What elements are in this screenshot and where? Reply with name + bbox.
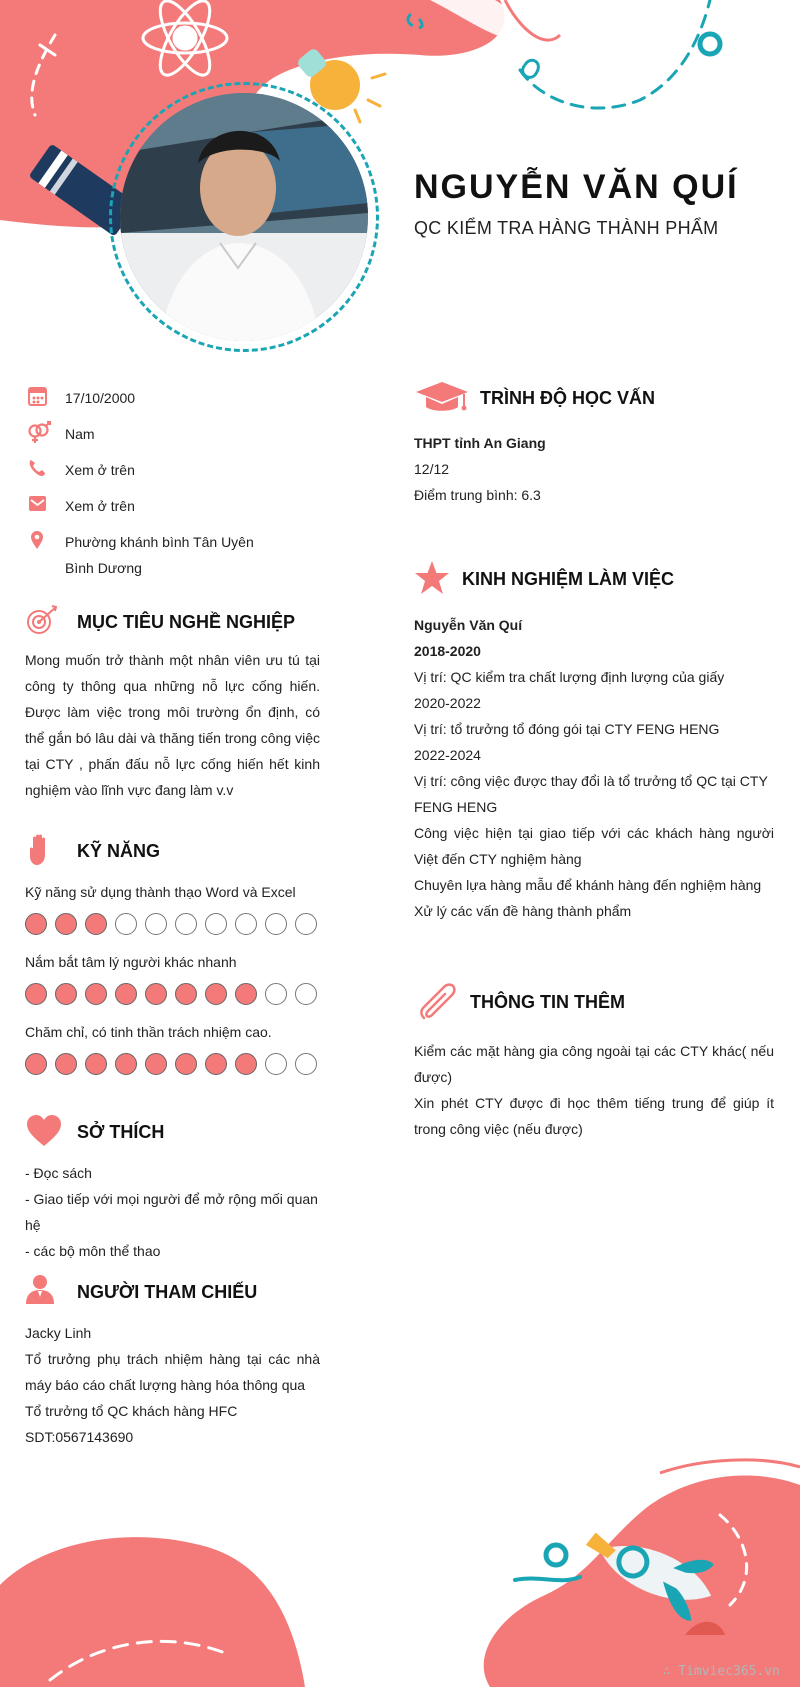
education-line: Điểm trung bình: 6.3	[414, 487, 541, 503]
experience-line: Vị trí: công việc được thay đổi là tổ trưởng tổ QC tại CTY FENG HENG	[414, 773, 768, 815]
skill-item	[25, 949, 320, 1005]
paperclip-icon	[414, 980, 466, 1024]
references-section	[25, 1272, 320, 1450]
education-section	[414, 378, 774, 508]
rating-dot	[205, 983, 227, 1005]
experience-section	[414, 558, 774, 924]
rating-dot	[55, 913, 77, 935]
extra-info-section	[414, 980, 774, 1142]
calendar-icon	[25, 385, 65, 409]
heart-icon	[25, 1112, 73, 1152]
rating-dot	[25, 1053, 47, 1075]
hand-icon	[25, 833, 73, 869]
experience-company: Nguyễn Văn Quí	[414, 617, 523, 633]
graduation-cap-icon	[414, 378, 474, 418]
gender-icon	[25, 421, 65, 445]
rating-dot	[55, 1053, 77, 1075]
contact-birthday	[25, 385, 325, 421]
location-pin-icon	[25, 529, 65, 553]
reference-line: Jacky Linh	[25, 1325, 92, 1341]
gender-text: Nam	[65, 426, 95, 442]
contact-phone	[25, 457, 325, 493]
rating-dot	[265, 913, 287, 935]
rating-dot	[175, 1053, 197, 1075]
experience-period: 2018-2020	[414, 643, 481, 659]
reference-line: Tổ trưởng tổ QC khách hàng HFC	[25, 1403, 238, 1419]
birthday-text: 17/10/2000	[65, 390, 136, 406]
experience-line: 2022-2024	[414, 747, 481, 763]
rating-dot	[25, 983, 47, 1005]
hobbies-section	[25, 1112, 320, 1264]
school-name: THPT tỉnh An Giang	[414, 435, 546, 451]
rating-dot	[145, 983, 167, 1005]
references-title: NGƯỜI THAM CHIẾU	[77, 1281, 258, 1302]
contact-list	[25, 385, 325, 581]
experience-line: Chuyên lựa hàng mẫu để khánh hàng đến nghiệm hàng	[414, 877, 762, 893]
skills-section	[25, 833, 320, 1075]
extra-info-line: Kiểm các mặt hàng gia công ngoài tại các CTY khác( nếu được)	[414, 1043, 774, 1085]
experience-line: Vị trí: tổ trưởng tổ đóng gói tại CTY FENG HENG	[414, 721, 720, 737]
skill-item	[25, 879, 320, 935]
skill-rating	[25, 913, 320, 935]
rating-dot	[145, 913, 167, 935]
skill-label: Chăm chỉ, có tinh thần trách nhiệm cao.	[25, 1024, 272, 1040]
rating-dot	[85, 913, 107, 935]
education-line: 12/12	[414, 461, 450, 477]
skill-rating	[25, 1053, 320, 1075]
job-title: QC KIỂM TRA HÀNG THÀNH PHẨM	[414, 218, 719, 238]
rating-dot	[115, 1053, 137, 1075]
avatar-frame	[109, 82, 379, 352]
avatar-photo	[120, 93, 368, 341]
reference-line: SDT:0567143690	[25, 1429, 134, 1445]
rating-dot	[295, 913, 317, 935]
rating-dot	[265, 983, 287, 1005]
contact-gender	[25, 421, 325, 457]
hobby-item: - các bộ môn thể thao	[25, 1243, 161, 1259]
rating-dot	[175, 913, 197, 935]
experience-line: Vị trí: QC kiểm tra chất lượng định lượng của giấy	[414, 669, 725, 685]
experience-title: KINH NGHIỆM LÀM VIỆC	[462, 568, 675, 589]
rating-dot	[85, 983, 107, 1005]
rating-dot	[295, 983, 317, 1005]
rating-dot	[205, 1053, 227, 1075]
phone-icon	[25, 457, 65, 481]
rating-dot	[145, 1053, 167, 1075]
target-icon	[25, 602, 73, 642]
experience-line: Xử lý các vấn đề hàng thành phẩm	[414, 903, 632, 919]
contact-email	[25, 493, 325, 529]
email-text: Xem ở trên	[65, 498, 135, 514]
rating-dot	[55, 983, 77, 1005]
contact-address	[25, 529, 325, 581]
rating-dot	[205, 913, 227, 935]
watermark: ∴ Timviec365.vn	[662, 1664, 780, 1679]
footer-decoration	[0, 1455, 800, 1687]
skill-item	[25, 1019, 320, 1075]
skills-title: KỸ NĂNG	[77, 840, 161, 861]
avatar	[120, 93, 368, 341]
phone-text: Xem ở trên	[65, 462, 135, 478]
rating-dot	[295, 1053, 317, 1075]
extra-info-line: Xin phét CTY được đi học thêm tiếng trung để giúp ít trong công việc (nếu được)	[414, 1095, 774, 1137]
career-goal-title: MỤC TIÊU NGHỀ NGHIỆP	[77, 611, 296, 632]
skill-label: Nắm bắt tâm lý người khác nhanh	[25, 954, 237, 970]
hobby-item: - Đọc sách	[25, 1165, 92, 1181]
rating-dot	[115, 913, 137, 935]
career-goal-text: Mong muốn trở thành một nhân viên ưu tú tại công ty thông qua những nỗ lực cống hiến. Được làm việc trong môi trường ổn định, có thể gắn bó lâu dài và thăng tiến trong công việc tại CTY , phấn đấu nỗ lực cống hiến hết kinh nghiệm vào lĩnh vực đang làm v.v	[25, 652, 320, 798]
person-icon	[25, 1272, 73, 1312]
email-icon	[25, 493, 65, 517]
rating-dot	[115, 983, 137, 1005]
reference-line: Tổ trưởng phụ trách nhiệm hàng tại các nhà máy báo cáo chất lượng hàng hóa thông qua	[25, 1351, 320, 1393]
rating-dot	[85, 1053, 107, 1075]
education-title: TRÌNH ĐỘ HỌC VẤN	[480, 387, 655, 408]
extra-info-title: THÔNG TIN THÊM	[470, 991, 625, 1012]
hobbies-title: SỞ THÍCH	[77, 1121, 165, 1142]
skill-rating	[25, 983, 320, 1005]
rating-dot	[235, 913, 257, 935]
career-goal-section	[25, 602, 320, 803]
candidate-name: NGUYỄN VĂN QUÍ	[414, 168, 739, 206]
rating-dot	[235, 983, 257, 1005]
experience-line: Công việc hiện tại giao tiếp với các khách hàng người Việt đến CTY nghiệm hàng	[414, 825, 774, 867]
skill-label: Kỹ năng sử dụng thành thạo Word và Excel	[25, 884, 296, 900]
experience-line: 2020-2022	[414, 695, 481, 711]
rating-dot	[175, 983, 197, 1005]
rating-dot	[235, 1053, 257, 1075]
address-text: Phường khánh bình Tân Uyên Bình Dương	[65, 534, 254, 576]
rating-dot	[25, 913, 47, 935]
hobby-item: - Giao tiếp với mọi người để mở rộng mối quan hệ	[25, 1191, 318, 1233]
star-icon	[414, 558, 454, 600]
rating-dot	[265, 1053, 287, 1075]
